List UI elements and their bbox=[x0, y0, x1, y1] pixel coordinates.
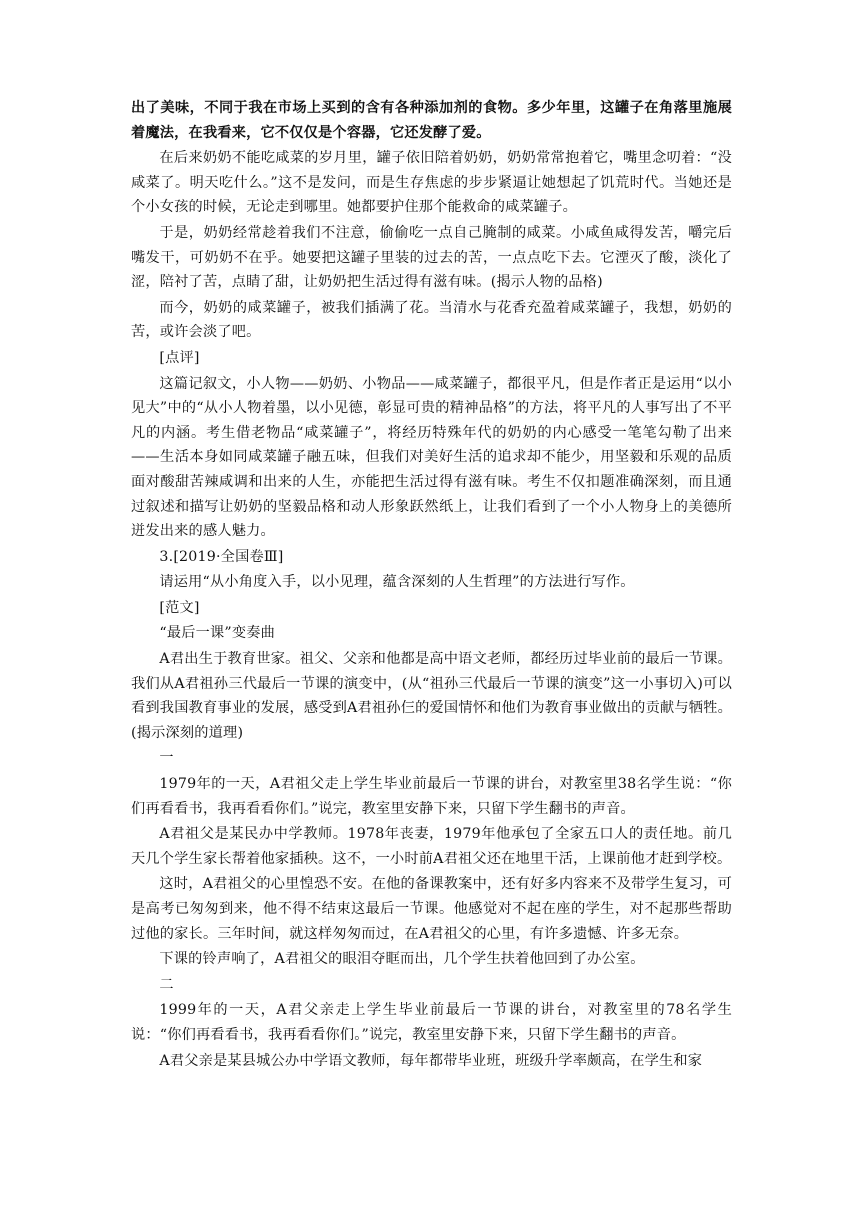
essay-intro: A君出生于教育世家。祖父、父亲和他都是高中语文老师，都经历过毕业前的最后一节课。我们从A君祖孙三代最后一节课的演变中，(从“祖孙三代最后一节课的演变”这一小事切入)可以看到我国教育事业的发展，感受到A君祖孙仨的爱国情怀和他们为教育事业做出的贡献与牺牲。(揭示深刻的道理) bbox=[131, 651, 732, 741]
section-one-marker: 一 bbox=[159, 750, 174, 767]
section-two-p2: A君父亲是某县城公办中学语文教师，每年都带毕业班，班级升学率颇高，在学生和家 bbox=[159, 1052, 703, 1069]
section-one-p4: 下课的铃声响了，A君祖父的眼泪夺眶而出，几个学生扶着他回到了办公室。 bbox=[159, 951, 645, 968]
paragraph-1: 出了美味，不同于我在市场上买到的含有各种添加剂的食物。多少年里，这罐子在角落里施展着魔法，在我看来，它不仅仅是个容器，它还发酵了爱。 bbox=[131, 100, 732, 141]
essay-title: “最后一课”变奏曲 bbox=[159, 625, 276, 642]
section-one-p2: A君祖父是某民办中学教师。1978年丧妻，1979年他承包了全家五口人的责任地。前几天几个学生家长帮着他家插秧。这不，一小时前A君祖父还在地里干活，上课前他才赶到学校。 bbox=[131, 826, 732, 867]
comment-heading: [点评] bbox=[159, 349, 200, 366]
document-page bbox=[131, 96, 732, 1073]
question-prompt: 请运用“从小角度入手，以小见理，蕴含深刻的人生哲理”的方法进行写作。 bbox=[159, 574, 635, 591]
comment-body: 这篇记叙文，小人物——奶奶、小物品——咸菜罐子，都很平凡，但是作者正是运用“以小见大”中的“从小人物着墨，以小见德，彰显可贵的精神品格”的方法，将平凡的人事写出了不平凡的内涵。考生借老物品“咸菜罐子”，将经历特殊年代的奶奶的内心感受一笔笔勾勒了出来——生活本身如同咸菜罐子融五味，但我们对美好生活的追求却不能少，用坚毅和乐观的品质面对酸甜苦辣咸调和出来的人生，亦能把生活过得有滋有味。考生不仅扣题准确深刻，而且通过叙述和描写让奶奶的坚毅品格和动人形象跃然纸上，让我们看到了一个小人物身上的美德所迸发出来的感人魅力。 bbox=[131, 375, 732, 540]
paragraph-4: 而今，奶奶的咸菜罐子，被我们插满了花。当清水与花香充盈着咸菜罐子，我想，奶奶的苦，或许会淡了吧。 bbox=[131, 299, 732, 341]
section-one-p3: 这时，A君祖父的心里惶恐不安。在他的备课教案中，还有好多内容来不及带学生复习，可是高考已匆匆到来，他不得不结束这最后一节课。他感觉对不起在座的学生，对不起那些帮助过他的家长。三年时间，就这样匆匆而过，在A君祖父的心里，有许多遗憾、许多无奈。 bbox=[131, 876, 732, 942]
sample-heading: [范文] bbox=[159, 599, 200, 616]
section-two-p1: 1999年的一天，A君父亲走上学生毕业前最后一节课的讲台，对教室里的78名学生说：“你们再看看书，我再看看你们。”说完，教室里安静下来，只留下学生翻书的声音。 bbox=[131, 1002, 732, 1043]
section-one-p1: 1979年的一天，A君祖父走上学生毕业前最后一节课的讲台，对教室里38名学生说：“你们再看看书，我再看看你们。”说完，教室里安静下来，只留下学生翻书的声音。 bbox=[131, 776, 732, 817]
section-two-marker: 二 bbox=[159, 976, 174, 993]
question-number: 3.[2019·全国卷Ⅲ] bbox=[159, 548, 284, 565]
paragraph-2: 在后来奶奶不能吃咸菜的岁月里，罐子依旧陪着奶奶，奶奶常常抱着它，嘴里念叨着：“没咸菜了。明天吃什么。”这不是发问，而是生存焦虑的步步紧逼让她想起了饥荒时代。当她还是个小女孩的时候，无论走到哪里。她都要护住那个能救命的咸菜罐子。 bbox=[131, 150, 732, 216]
paragraph-3: 于是，奶奶经常趁着我们不注意，偷偷吃一点自己腌制的咸菜。小咸鱼咸得发苦，嚼完后嘴发干，可奶奶不在乎。她要把这罐子里装的过去的苦，一点点吃下去。它湮灭了酸，淡化了涩，陪衬了苦，点睛了甜，让奶奶把生活过得有滋有味。(揭示人物的品格) bbox=[131, 224, 732, 291]
